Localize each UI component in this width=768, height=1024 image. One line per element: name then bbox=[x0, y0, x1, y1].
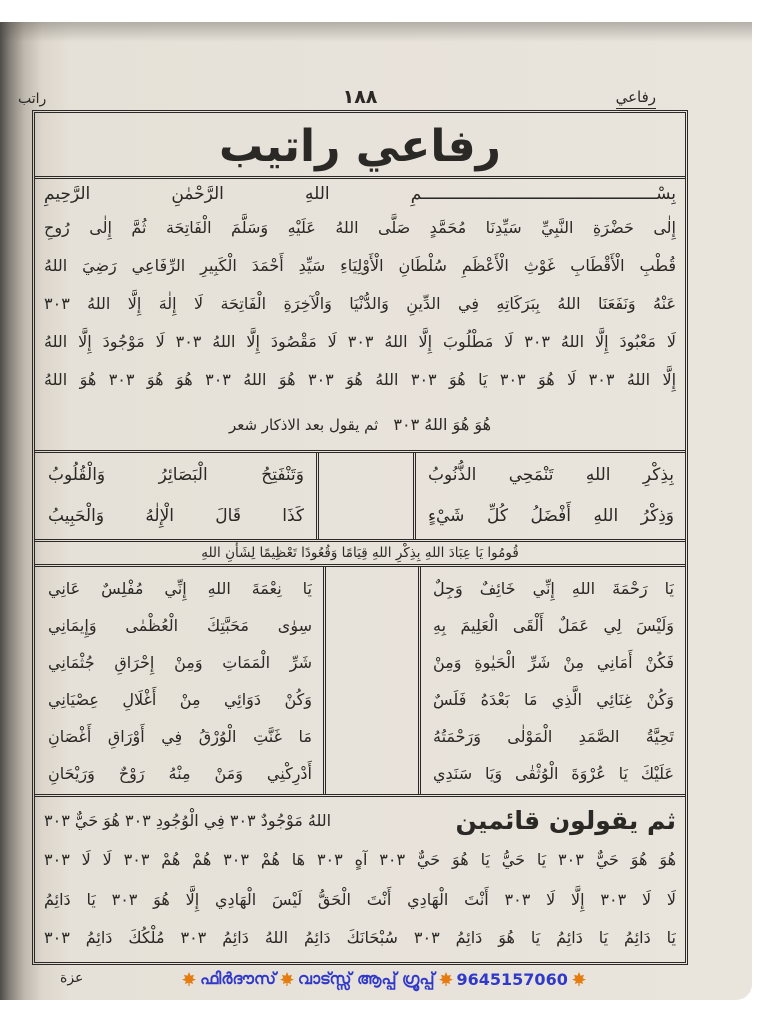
verse-line: وَكُنْ دَوَائِي مِنْ أَغْلَالِ عِصْيَانِي bbox=[48, 690, 312, 709]
poem-2-top-rule bbox=[35, 564, 685, 567]
closing-line: يَا دَائِمُ يَا دَائِمُ يَا هُوَ دَائِمُ ٣٠٣ سُبْحَانَكَ دَائِمُ اللهُ دَائِمُ ٣٠٣ مُلْكُكَ دَائِمُ ٣٠٣ bbox=[44, 928, 676, 947]
opening-line: إِلٰى حَضْرَةِ النَّبِيِّ سَيِّدِنَا مُحَمَّدٍ صَلَّى اللهُ عَلَيْهِ وَسَلَّمَ الْفَاتِحَة ثُمَّ إِلٰى رُوحِ bbox=[44, 218, 676, 237]
page-title: رفاعي راتيب bbox=[218, 121, 502, 172]
running-header-left: راتب bbox=[18, 91, 47, 107]
closing-first-line: اللهُ مَوْجُودٌ ٣٠٣ فِي الْوُجُودِ ٣٠٣ هُوَ حَيٌّ ٣٠٣ bbox=[44, 810, 332, 830]
poem-1-top-rule bbox=[35, 450, 685, 453]
opening-line: عَنْهُ وَنَفَعَنَا اللهُ بِبَرَكَاتِهِ فِي الدِّينِ وَالدُّنْيَا وَالْآخِرَةِ الْفَاتِحَة لَا إِلٰهَ إِلَّا اللهُ ٣٠٣ bbox=[44, 294, 676, 313]
verse-line: وَلَيْسَ لِي عَمَلٌ أَلْقَى الْعَلِيمَ بِهِ bbox=[433, 616, 674, 635]
poem-2-column-rule bbox=[323, 566, 326, 795]
opening-line: قُطْبِ الْأَقْطَابِ غَوْثِ الْأَعْظَمِ سُلْطَانِ الْأَوْلِيَاءِ سَيِّدِ أَحْمَدَ الْكَبِيرِ الرِّفَاعِي رَضِيَ اللهُ bbox=[44, 256, 676, 275]
watermark-phone: 9645157060 bbox=[456, 969, 568, 989]
closing-heading: ثم يقولون قائمين bbox=[455, 805, 676, 835]
maple-leaf-icon bbox=[279, 971, 295, 987]
watermark-group: വാട്സ്സ് ആപ്പ് ഗ്രൂപ്പ് bbox=[297, 969, 435, 988]
verse-line: كَذَا قَالَ الْإِلٰهُ وَالْحَبِيبُ bbox=[48, 506, 304, 526]
opening-last-dhikr: هُوَ هُوَ اللهُ ٣٠٣ bbox=[393, 415, 492, 434]
closing-line: هُوَ هُوَ حَيٌّ ٣٠٣ يَا حَيُّ يَا هُوَ حَيٌّ ٣٠٣ آهٍ ٣٠٣ هَا هُمْ ٣٠٣ هُمْ هُمْ ٣٠٣ لَا لَا ٣٠٣ bbox=[44, 850, 676, 869]
verse-line: سِوٰى مَحَبَّتِكَ الْعُظْمٰى وَإِيمَانِي bbox=[48, 616, 312, 635]
maple-leaf-icon bbox=[181, 971, 197, 987]
poem-2-column-rule bbox=[418, 566, 421, 795]
verse-line: أَدْرِكْنِي وَمَنْ مِنْهُ رَوْحٌ وَرَيْحَانِ bbox=[48, 764, 312, 783]
verse-line: فَكُنْ أَمَانِي مِنْ شَرِّ الْحَيٰوةِ وَمِنْ bbox=[433, 653, 674, 672]
title-divider bbox=[35, 176, 685, 179]
verse-line: وَتَنْفَتِحُ الْبَصَائِرُ وَالْقُلُوبُ bbox=[48, 465, 304, 485]
paper-top-shadow bbox=[0, 22, 752, 42]
page-number: ١٨٨ bbox=[342, 86, 378, 108]
poem-2-bottom-rule bbox=[35, 794, 685, 797]
poem-1-right-column bbox=[420, 455, 682, 539]
closing-line: لَا لَا ٣٠٣ إِلَّا لَا ٣٠٣ أَنْتَ الْهَادِي أَنْتَ الْحَقُّ لَيْسَ الْهَادِي إِلَّا هُوَ ٣٠٣ يَا دَائِمُ bbox=[44, 890, 676, 909]
opening-line: إِلَّا اللهُ ٣٠٣ لَا هُوَ ٣٠٣ يَا هُوَ ٣٠٣ اللهُ هُوَ ٣٠٣ هُوَ اللهُ ٣٠٣ هُوَ هُوَ ٣٠٣ هُوَ اللهُ bbox=[44, 370, 676, 389]
catchword: عزة bbox=[60, 970, 84, 986]
poem-1-column-rule bbox=[316, 452, 319, 540]
opening-last-line bbox=[44, 404, 676, 446]
poem-2-left-column bbox=[40, 570, 320, 794]
verse-line: يَا رَحْمَةَ اللهِ إِنِّي خَائِفٌ وَجِلٌ bbox=[433, 579, 674, 598]
interlude-line: قُومُوا يَا عِبَادَ اللهِ بِذِكْرِ اللهِ قِيَامًا وَقُعُودًا تَعْظِيمًا لِشَأْنِ اللهِ bbox=[201, 545, 519, 561]
poem-1-column-rule bbox=[413, 452, 416, 540]
opening-line: لَا مَعْبُودَ إِلَّا اللهُ ٣٠٣ لَا مَطْلُوبَ إِلَّا اللهُ ٣٠٣ لَا مَقْصُودَ إِلَّا اللهُ ٣٠٣ لَا مَوْجُودَ إِلَّا اللهُ bbox=[44, 332, 676, 351]
verse-line: وَكُنْ غِنَائِي الَّذِي مَا بَعْدَهُ فَلَسٌ bbox=[433, 690, 674, 709]
bismillah-line: بِسْـــــــــــــــــــــــــــــــــــــــــــــــمِ اللهِ الرَّحْمٰنِ الرَّحِيمِ bbox=[44, 184, 676, 204]
verse-line: بِذِكْرِ اللهِ تَنْمَحِي الذُّنُوبُ bbox=[428, 465, 674, 485]
closing-heading-row bbox=[44, 800, 676, 840]
watermark-name: ഫിർദൗസ് bbox=[200, 969, 276, 988]
verse-line: شَرِّ الْمَمَاتِ وَمِنْ إِحْرَاقِ جُثْمَانِي bbox=[48, 653, 312, 672]
watermark bbox=[128, 966, 640, 992]
verse-line: وَذِكْرُ اللهِ أَفْضَلُ كُلِّ شَيْءٍ bbox=[428, 506, 674, 526]
verse-line: عَلَيْكَ يَا عُرْوَةَ الْوُثْقٰى وَيَا سَنَدِي bbox=[433, 764, 674, 783]
instruction-text: ثم يقول بعد الاذكار شعر bbox=[228, 416, 379, 434]
running-header-right: رفاعي bbox=[616, 86, 656, 109]
poem-1-left-column bbox=[40, 455, 312, 539]
maple-leaf-icon bbox=[438, 971, 454, 987]
maple-leaf-icon bbox=[571, 971, 587, 987]
verse-line: تَحِيَّةُ الصَّمَدِ الْمَوْلٰى وَرَحْمَتُهُ bbox=[433, 727, 674, 746]
verse-line: يَا نِعْمَةَ اللهِ إِنِّي مُفْلِسٌ عَانِي bbox=[48, 579, 312, 598]
verse-line: مَا غَنَّتِ الْوُرْقُ فِي أَوْرَاقِ أَغْصَانِ bbox=[48, 727, 312, 746]
poem-2-right-column bbox=[425, 570, 682, 794]
